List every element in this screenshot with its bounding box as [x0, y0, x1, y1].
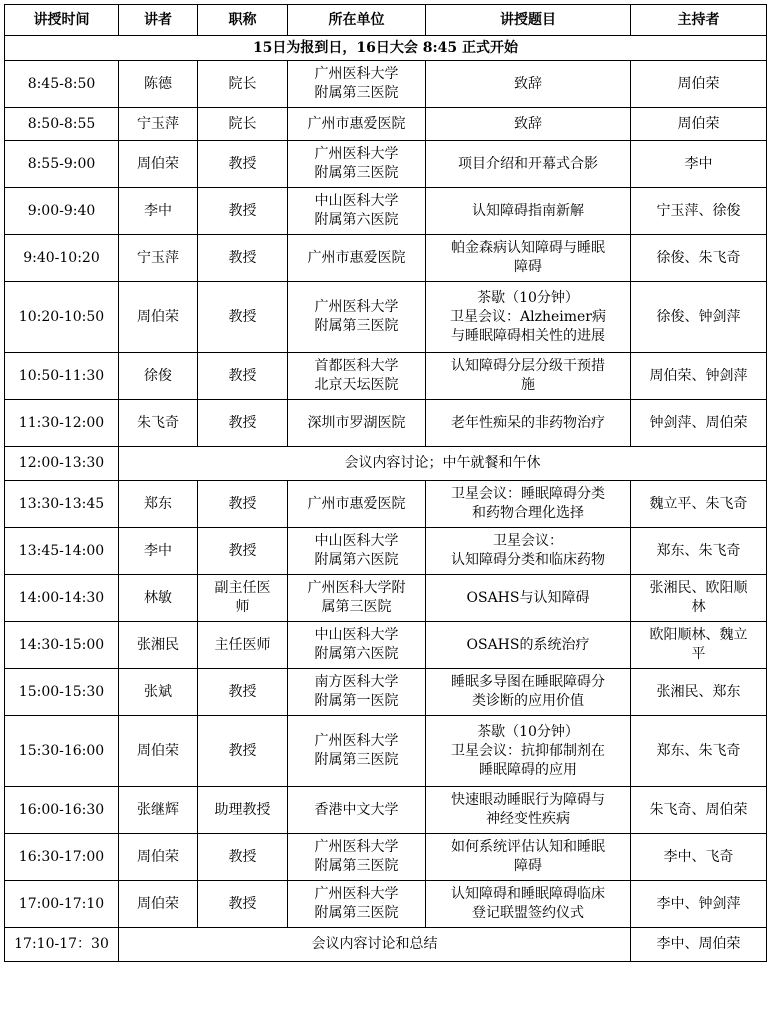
table-row [5, 787, 767, 834]
cell-unit: 中山医科大学 附属第六医院 [288, 188, 426, 235]
cell-speaker: 宁玉萍 [119, 108, 198, 141]
cell-unit: 广州医科大学附 属第三医院 [288, 575, 426, 622]
cell-time: 16:30-17:00 [5, 834, 119, 881]
cell-host: 徐俊、钟剑萍 [631, 282, 767, 353]
cell-title: 教授 [198, 282, 288, 353]
cell-speaker: 徐俊 [119, 353, 198, 400]
cell-title: 院长 [198, 61, 288, 108]
cell-unit: 深圳市罗湖医院 [288, 400, 426, 447]
cell-host: 朱飞奇、周伯荣 [631, 787, 767, 834]
cell-topic: 快速眼动睡眠行为障碍与 神经变性疾病 [426, 787, 631, 834]
cell-topic: 项目介绍和开幕式合影 [426, 141, 631, 188]
cell-unit: 广州医科大学 附属第三医院 [288, 282, 426, 353]
table-row [5, 282, 767, 353]
table-row [5, 353, 767, 400]
cell-speaker: 周伯荣 [119, 716, 198, 787]
cell-host: 李中、周伯荣 [631, 928, 767, 962]
cell-time: 15:30-16:00 [5, 716, 119, 787]
cell-speaker: 李中 [119, 188, 198, 235]
cell-host: 李中 [631, 141, 767, 188]
cell-title: 副主任医 师 [198, 575, 288, 622]
table-row [5, 575, 767, 622]
cell-host: 张湘民、郑东 [631, 669, 767, 716]
cell-title: 教授 [198, 481, 288, 528]
banner-row [5, 36, 767, 61]
table-row [5, 669, 767, 716]
cell-time: 15:00-15:30 [5, 669, 119, 716]
cell-host: 张湘民、欧阳顺 林 [631, 575, 767, 622]
break-row [5, 928, 767, 962]
cell-time: 14:30-15:00 [5, 622, 119, 669]
cell-host: 周伯荣 [631, 108, 767, 141]
cell-time: 8:55-9:00 [5, 141, 119, 188]
table-row [5, 481, 767, 528]
cell-speaker: 张斌 [119, 669, 198, 716]
cell-host: 周伯荣 [631, 61, 767, 108]
cell-host: 宁玉萍、徐俊 [631, 188, 767, 235]
cell-unit: 广州医科大学 附属第三医院 [288, 881, 426, 928]
cell-speaker: 朱飞奇 [119, 400, 198, 447]
cell-speaker: 李中 [119, 528, 198, 575]
table-row [5, 108, 767, 141]
cell-unit: 中山医科大学 附属第六医院 [288, 622, 426, 669]
cell-unit: 广州医科大学 附属第三医院 [288, 834, 426, 881]
cell-speaker: 周伯荣 [119, 141, 198, 188]
cell-time: 10:20-10:50 [5, 282, 119, 353]
table-row [5, 400, 767, 447]
header-host: 主持者 [631, 5, 767, 36]
schedule-table [4, 4, 767, 962]
cell-topic: 认知障碍分层分级干预措 施 [426, 353, 631, 400]
cell-unit: 广州医科大学 附属第三医院 [288, 716, 426, 787]
cell-speaker: 周伯荣 [119, 834, 198, 881]
cell-unit: 南方医科大学 附属第一医院 [288, 669, 426, 716]
cell-speaker: 陈德 [119, 61, 198, 108]
cell-topic: 茶歇（10分钟） 卫星会议：Alzheimer病 与睡眠障碍相关性的进展 [426, 282, 631, 353]
cell-unit: 香港中文大学 [288, 787, 426, 834]
cell-host: 李中、飞奇 [631, 834, 767, 881]
cell-topic: 卫星会议： 认知障碍分类和临床药物 [426, 528, 631, 575]
cell-speaker: 张继辉 [119, 787, 198, 834]
cell-host: 欧阳顺林、魏立 平 [631, 622, 767, 669]
cell-unit: 广州医科大学 附属第三医院 [288, 61, 426, 108]
cell-time: 17:10-17：30 [5, 928, 119, 962]
table-row [5, 834, 767, 881]
cell-topic: 卫星会议：睡眠障碍分类 和药物合理化选择 [426, 481, 631, 528]
cell-topic: 认知障碍指南新解 [426, 188, 631, 235]
cell-host: 徐俊、朱飞奇 [631, 235, 767, 282]
cell-topic: 茶歇（10分钟） 卫星会议：抗抑郁制剂在 睡眠障碍的应用 [426, 716, 631, 787]
cell-title: 主任医师 [198, 622, 288, 669]
cell-topic: OSAHS与认知障碍 [426, 575, 631, 622]
cell-topic: 帕金森病认知障碍与睡眠 障碍 [426, 235, 631, 282]
cell-title: 教授 [198, 528, 288, 575]
cell-host: 郑东、朱飞奇 [631, 528, 767, 575]
cell-unit: 中山医科大学 附属第六医院 [288, 528, 426, 575]
header-speaker: 讲者 [119, 5, 198, 36]
cell-topic: 如何系统评估认知和睡眠 障碍 [426, 834, 631, 881]
table-row [5, 528, 767, 575]
cell-unit: 广州市惠爱医院 [288, 108, 426, 141]
table-row [5, 61, 767, 108]
cell-topic: 睡眠多导图在睡眠障碍分 类诊断的应用价值 [426, 669, 631, 716]
table-row [5, 716, 767, 787]
cell-title: 教授 [198, 400, 288, 447]
cell-title: 教授 [198, 188, 288, 235]
cell-time: 11:30-12:00 [5, 400, 119, 447]
cell-speaker: 周伯荣 [119, 282, 198, 353]
cell-speaker: 宁玉萍 [119, 235, 198, 282]
cell-time: 16:00-16:30 [5, 787, 119, 834]
table-row [5, 622, 767, 669]
cell-host: 郑东、朱飞奇 [631, 716, 767, 787]
cell-time: 13:30-13:45 [5, 481, 119, 528]
cell-topic: 致辞 [426, 108, 631, 141]
header-title: 职称 [198, 5, 288, 36]
cell-time: 12:00-13:30 [5, 447, 119, 481]
cell-time: 14:00-14:30 [5, 575, 119, 622]
cell-speaker: 张湘民 [119, 622, 198, 669]
cell-title: 教授 [198, 353, 288, 400]
cell-time: 9:40-10:20 [5, 235, 119, 282]
cell-time: 8:50-8:55 [5, 108, 119, 141]
cell-title: 教授 [198, 834, 288, 881]
cell-title: 院长 [198, 108, 288, 141]
cell-topic: 致辞 [426, 61, 631, 108]
cell-title: 教授 [198, 669, 288, 716]
cell-speaker: 周伯荣 [119, 881, 198, 928]
cell-break-content: 会议内容讨论和总结 [119, 928, 631, 962]
cell-title: 教授 [198, 141, 288, 188]
cell-time: 17:00-17:10 [5, 881, 119, 928]
header-time: 讲授时间 [5, 5, 119, 36]
header-row [5, 5, 767, 36]
break-row [5, 447, 767, 481]
banner-text: 15日为报到日，16日大会 8:45 正式开始 [5, 36, 767, 61]
cell-title: 助理教授 [198, 787, 288, 834]
cell-topic: 老年性痴呆的非药物治疗 [426, 400, 631, 447]
table-row [5, 188, 767, 235]
cell-time: 9:00-9:40 [5, 188, 119, 235]
cell-unit: 首都医科大学 北京天坛医院 [288, 353, 426, 400]
table-row [5, 881, 767, 928]
cell-break-content: 会议内容讨论；中午就餐和午休 [119, 447, 767, 481]
cell-time: 13:45-14:00 [5, 528, 119, 575]
cell-host: 李中、钟剑萍 [631, 881, 767, 928]
cell-topic: 认知障碍和睡眠障碍临床 登记联盟签约仪式 [426, 881, 631, 928]
cell-time: 8:45-8:50 [5, 61, 119, 108]
cell-speaker: 林敏 [119, 575, 198, 622]
header-unit: 所在单位 [288, 5, 426, 36]
cell-unit: 广州市惠爱医院 [288, 481, 426, 528]
cell-host: 钟剑萍、周伯荣 [631, 400, 767, 447]
cell-speaker: 郑东 [119, 481, 198, 528]
table-row [5, 235, 767, 282]
cell-host: 魏立平、朱飞奇 [631, 481, 767, 528]
cell-topic: OSAHS的系统治疗 [426, 622, 631, 669]
cell-unit: 广州医科大学 附属第三医院 [288, 141, 426, 188]
cell-title: 教授 [198, 235, 288, 282]
table-row [5, 141, 767, 188]
cell-title: 教授 [198, 881, 288, 928]
cell-unit: 广州市惠爱医院 [288, 235, 426, 282]
cell-title: 教授 [198, 716, 288, 787]
cell-time: 10:50-11:30 [5, 353, 119, 400]
cell-host: 周伯荣、钟剑萍 [631, 353, 767, 400]
header-topic: 讲授题目 [426, 5, 631, 36]
